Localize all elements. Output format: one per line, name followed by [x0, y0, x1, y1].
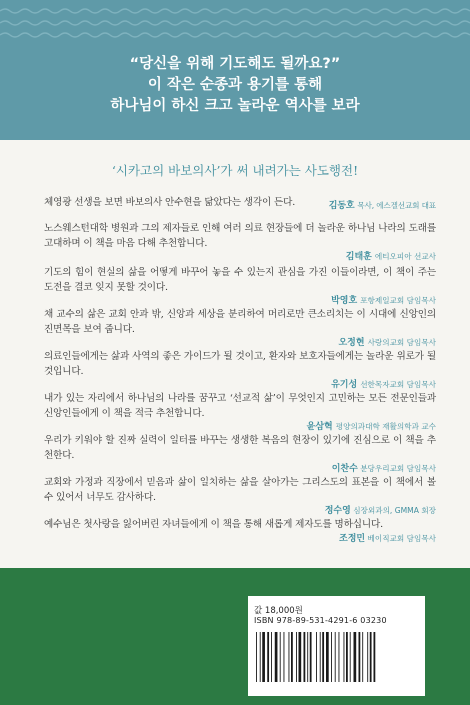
recommendation	[44, 518, 436, 545]
barcode-bar	[331, 632, 332, 682]
barcode-bar	[310, 632, 312, 682]
barcode-bar	[316, 632, 317, 682]
barcode-bar	[280, 632, 281, 682]
recommendation	[44, 266, 436, 307]
recommendation-text: 내가 있는 자리에서 하나님의 나라를 꿈꾸고 ‘선교적 삶’이 무엇인지 고민하는 모든 전문인들과 신앙인들에게 이 책을 적극 추천합니다.	[44, 393, 436, 419]
recommendation	[44, 308, 436, 349]
recommendation-author	[44, 463, 436, 475]
barcode-bar	[362, 632, 363, 682]
recommendation	[44, 434, 436, 475]
author-role: 심장외과의, GMMA 회장	[350, 506, 436, 515]
barcode-bar	[271, 632, 272, 682]
barcode-bar	[354, 632, 357, 682]
author-role: 사랑의교회 담임목사	[367, 338, 436, 347]
recommendation-author	[44, 533, 436, 545]
barcode-bar	[335, 632, 336, 682]
barcode-bar	[350, 632, 351, 682]
recommendation-author	[329, 199, 436, 214]
price-label: 값 18,000원	[254, 606, 303, 616]
barcode-bar	[320, 632, 321, 682]
barcode-bar	[291, 632, 293, 682]
wave-decoration	[0, 18, 470, 28]
recommendation	[44, 196, 436, 214]
headline-line: “당신을 위해 기도해도 될까요?”	[129, 56, 341, 72]
isbn-label: ISBN 978-89-531-4291-6 03230	[254, 616, 387, 625]
author-role: 선한목자교회 담임목사	[360, 380, 436, 389]
barcode-bar	[374, 632, 376, 682]
barcode-bar	[267, 632, 269, 682]
subtitle: ‘시카고의 바보의사’가 써 내려가는 사도행전!	[111, 163, 359, 178]
barcode-bar	[370, 632, 372, 682]
author-name: 박영호	[331, 296, 358, 306]
recommendation-text: 기도의 힘이 현실의 삶을 어떻게 바꾸어 놓을 수 있는지 관심을 가진 이들이라면, 이 책이 주는 도전을 결코 잊지 못할 것이다.	[44, 267, 436, 293]
barcode-bar	[284, 632, 285, 682]
barcode-bar	[344, 632, 345, 682]
barcode-bar	[326, 632, 329, 682]
barcode-bar	[256, 632, 257, 682]
recommendation-text: 우리가 키워야 할 진짜 실력이 일터를 바꾸는 생생한 복음의 현장이 있기에 진심으로 이 책을 추천한다.	[44, 435, 436, 461]
recommendation-text: 체영광 선생을 보면 바보의사 안수현을 닮았다는 생각이 든다. 김동호 목사, 에스겔선교회 대표	[44, 196, 436, 211]
author-name: 김태훈	[345, 252, 372, 262]
author-role: 베이직교회 담임목사	[365, 533, 436, 543]
wave-decoration	[0, 30, 470, 40]
barcode-bar	[299, 632, 302, 682]
recommendation-text: 의료인들에게는 삶과 사역의 좋은 가이드가 될 것이고, 환자와 보호자들에게는 놀라운 위로가 될 것입니다.	[44, 351, 436, 377]
author-name: 윤삼혁	[306, 422, 333, 432]
headline	[0, 54, 470, 117]
author-role: 평양의과대학 재활의학과 교수	[335, 422, 436, 431]
recommendation-text: 교회와 가정과 직장에서 믿음과 삶이 일치하는 삶을 살아가는 그리스도의 표본을 이 책에서 볼 수 있어서 너무도 감사하다.	[44, 477, 436, 503]
barcode-bar	[275, 632, 278, 682]
recommendation-author	[44, 505, 436, 517]
recommendation	[44, 222, 436, 263]
author-name: 정수영	[324, 506, 351, 516]
author-name: 유기성	[331, 380, 358, 390]
author-role: 분당우리교회 담임목사	[357, 464, 436, 473]
author-name: 김동호	[328, 201, 355, 211]
recommendation	[44, 350, 436, 391]
barcode-bar	[262, 632, 265, 682]
headline-line: 하나님이 하신 크고 놀라운 역사를 보라	[110, 98, 360, 114]
wave-decoration	[0, 6, 470, 16]
recommendation	[44, 476, 436, 517]
barcode-graphic	[254, 632, 419, 688]
recommendation-text: 노스웨스턴대학 병원과 그의 제자들로 인해 여러 의료 현장들에 더 놀라운 하나님 나라의 도래를 고대하며 이 책을 마음 다해 추천합니다.	[44, 223, 436, 249]
headline-line: 이 작은 순종과 용기를 통해	[147, 77, 323, 93]
recommendation-author	[44, 295, 436, 307]
header-band	[0, 0, 470, 140]
author-name: 오정현	[338, 338, 365, 348]
author-role: 포항제일교회 담임목사	[360, 296, 436, 305]
barcode-bar	[307, 632, 308, 682]
barcode-bar	[339, 632, 340, 682]
barcode-bar	[296, 632, 297, 682]
barcode-panel	[248, 596, 425, 696]
recommendation-author	[44, 421, 436, 433]
recommendation-author	[44, 251, 436, 263]
author-name: 조정민	[339, 533, 366, 544]
barcode-bar	[322, 632, 324, 682]
barcode-bar	[260, 632, 261, 682]
barcode-bar	[367, 632, 368, 682]
author-role: 목사, 에스겔선교회 대표	[357, 201, 436, 210]
barcode-bar	[359, 632, 361, 682]
barcode-bar	[346, 632, 348, 682]
recommendation-author	[44, 337, 436, 349]
recommendation-text: 채 교수의 삶은 교회 안과 밖, 신앙과 세상을 분리하여 머리로만 큰소리치는 이 시대에 신앙인의 진면목을 보여 줍니다.	[44, 309, 436, 335]
barcode-bar	[289, 632, 290, 682]
recommendation-author	[44, 379, 436, 391]
recommendation	[44, 392, 436, 433]
barcode-bar	[304, 632, 306, 682]
recommendation-text: 예수님은 첫사랑을 잃어버린 자녀들에게 이 책을 통해 새롭게 제자도를 명하십니다.	[44, 519, 383, 530]
author-name: 이찬수	[331, 464, 358, 474]
author-role: 에티오피아 선교사	[374, 252, 436, 261]
